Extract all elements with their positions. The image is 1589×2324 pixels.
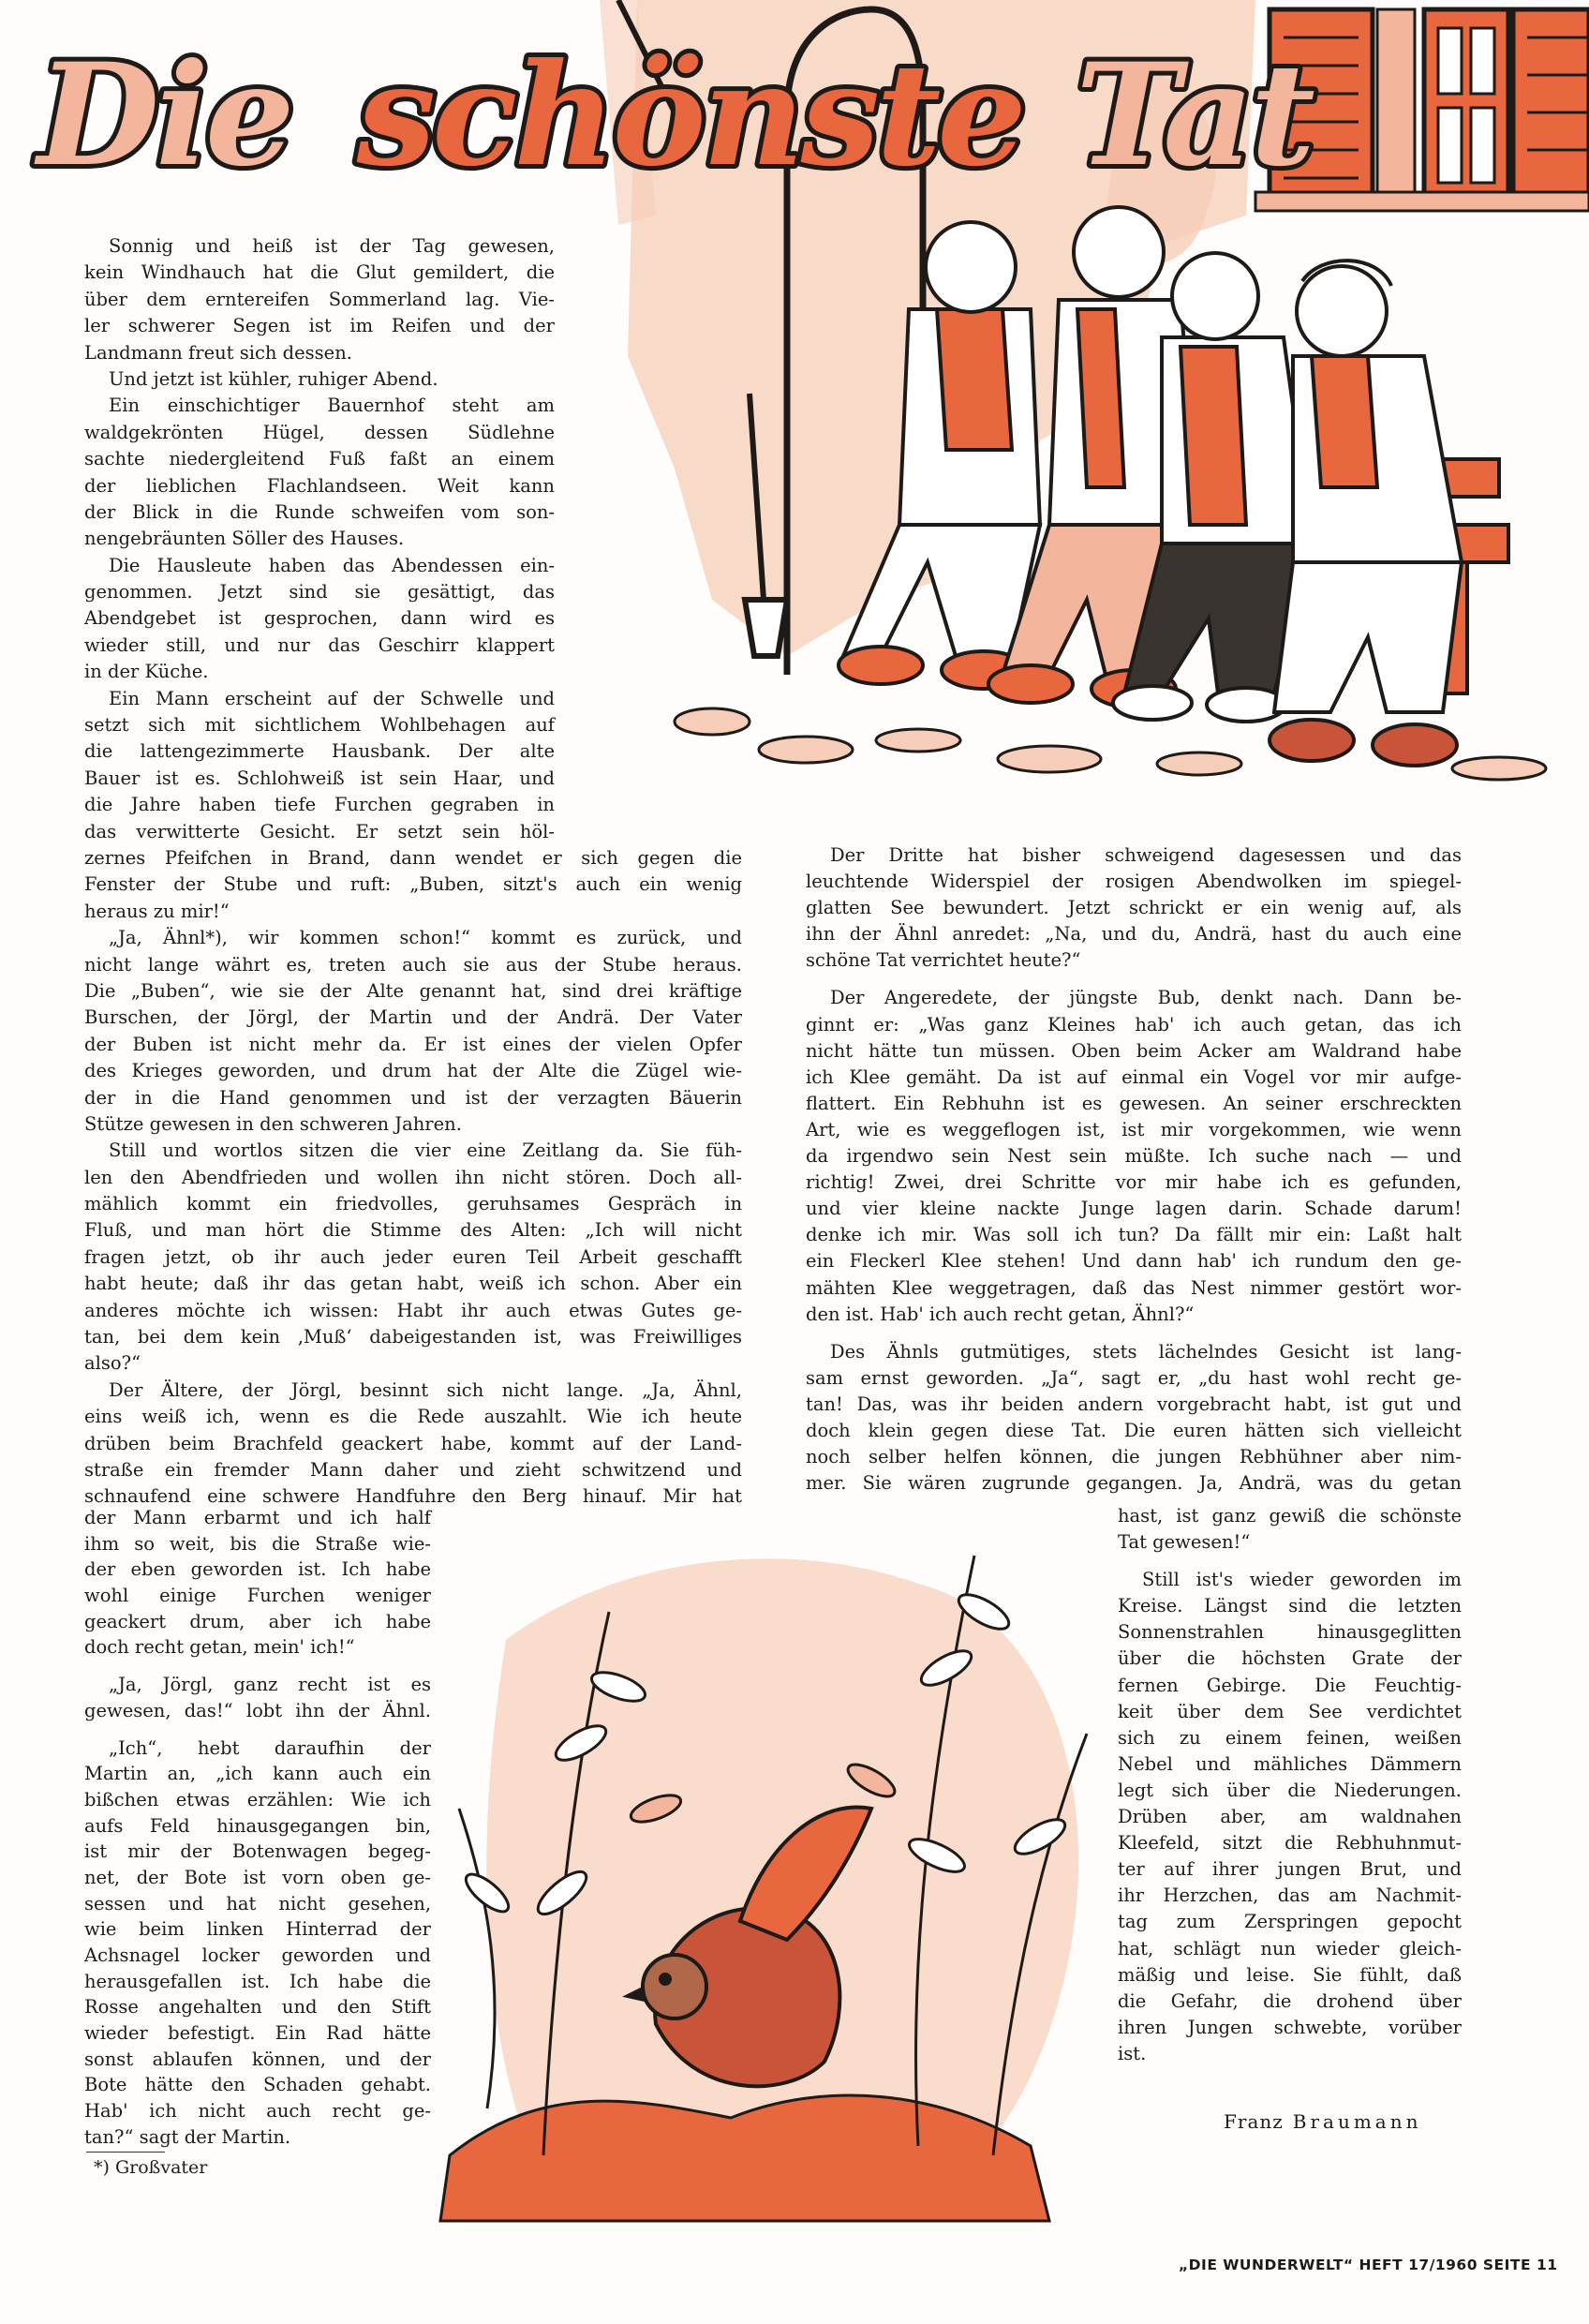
text-column-right-wide xyxy=(806,842,1462,1497)
text-line: nicht hätte tun müssen. Oben beim Acker am Waldrand habe xyxy=(806,1039,1462,1062)
text-line: der Buben ist nicht mehr da. Er ist eines der vielen Opfer xyxy=(84,1033,742,1055)
author-family-name: Braumann xyxy=(1292,2110,1422,2133)
text-line: Die „Buben“, wie sie der Alte genannt hat, sind drei kräftige xyxy=(84,979,742,1002)
text-line: das verwitterte Gesicht. Er setzt sein höl- xyxy=(84,820,555,842)
text-line: Ein einschichtiger Bauernhof steht am xyxy=(109,395,555,417)
ground xyxy=(440,2095,1049,2221)
text-line: sonst ablaufen können, und der xyxy=(84,2048,431,2070)
text-line: denke ich mir. Was soll ich tun? Da fällt mir ein: Laßt halt xyxy=(806,1224,1462,1246)
text-line: Drüben aber, am waldnahen xyxy=(1118,1806,1462,1828)
text-line: schnaufend eine schwere Handfuhre den Berg hinauf. Mir hat xyxy=(84,1485,742,1508)
text-line: straße ein fremder Mann daher und zieht schwitzend und xyxy=(84,1458,742,1481)
footnote: *) Großvater xyxy=(94,2157,208,2178)
text-line: ter auf ihrer jungen Brut, und xyxy=(1118,1858,1462,1881)
text-line: Still ist's wieder geworden im xyxy=(1142,1569,1462,1591)
text-line: wie beim linken Hinterrad der xyxy=(84,1918,431,1941)
text-line: Burschen, der Jörgl, der Martin und der Andrä. Der Vater xyxy=(84,1006,742,1029)
text-line: hat, schlägt nun wieder gleich- xyxy=(1118,1937,1462,1959)
text-line: Kleefeld, sitzt die Rebhuhnmut- xyxy=(1118,1832,1462,1855)
text-line: „Ja, Ähnl*), wir kommen schon!“ kommt es zurück, und xyxy=(109,927,742,949)
text-line: Des Ähnls gutmütiges, stets lächelndes Gesicht ist lang- xyxy=(830,1340,1462,1363)
text-line: wieder still, und nur das Geschirr klappert xyxy=(84,633,555,656)
text-line: doch klein gegen diese Tat. Die euren hätten sich vielleicht xyxy=(806,1419,1462,1441)
title-word-schoenste: schönste xyxy=(356,33,1023,198)
text-line: über dem erntereifen Sommerland lag. Vie- xyxy=(84,288,555,310)
text-line: mer. Sie wären zugrunde gegangen. Ja, Andrä, was du getan xyxy=(806,1472,1462,1495)
text-line: der eben geworden ist. Ich habe xyxy=(84,1558,431,1581)
partridge-nest-illustration xyxy=(431,1499,1124,2230)
text-line: heraus zu mir!“ xyxy=(84,900,230,922)
paragraph xyxy=(84,1505,431,1661)
text-line: richtig! Zwei, drei Schritte vor mir habe ich es gefunden, xyxy=(806,1171,1462,1194)
text-line: der lieblichen Flachlandseen. Weit kann xyxy=(84,474,555,497)
text-line: Die Hausleute haben das Abendessen ein- xyxy=(109,554,555,576)
article-title xyxy=(0,0,1312,216)
text-line: über die höchsten Grate der xyxy=(1118,1647,1462,1670)
footnote-divider xyxy=(86,2152,165,2153)
paragraph xyxy=(84,366,555,393)
text-line: Rosse angehalten und den Stift xyxy=(84,1996,431,2019)
text-line: Achsnagel locker geworden und xyxy=(84,1944,431,1966)
text-line: sam ernst geworden. „Ja“, sagt er, „du hast wohl recht ge- xyxy=(806,1366,1462,1389)
text-line: len den Abendfrieden und wollen ihn nicht stören. Doch all- xyxy=(84,1166,742,1188)
text-line: keit über dem See verdichtet xyxy=(1118,1700,1462,1722)
text-column-left-narrow xyxy=(84,1505,431,2151)
text-line: ist. xyxy=(1118,2042,1147,2064)
text-line: Still und wortlos sitzen die vier eine Zeitlang da. Sie füh- xyxy=(109,1140,742,1162)
text-column-right-narrow xyxy=(1118,1503,1462,2067)
text-line: fragen jetzt, ob ihr auch jeder euren Teil Arbeit geschafft xyxy=(84,1245,742,1268)
text-line: Sonnig und heiß ist der Tag gewesen, xyxy=(109,235,555,257)
text-line: habt heute; daß ihr das getan habt, weiß ich schon. Aber ein xyxy=(84,1273,742,1295)
paragraph xyxy=(806,1339,1462,1497)
text-line: flattert. Ein Rebhuhn ist es gewesen. An seiner erschreckten xyxy=(806,1092,1462,1114)
text-line: net, der Bote ist vorn oben ge- xyxy=(84,1866,431,1888)
text-line: und vier kleine nackte Junge lagen darin. Schade darum! xyxy=(806,1198,1462,1220)
text-line: ginnt er: „Was ganz Kleines hab' ich auch getan, das ich xyxy=(806,1013,1462,1035)
text-line: sich zu einem feinen, weißen xyxy=(1118,1726,1462,1749)
text-line: anderes möchte ich wissen: Habt ihr auch etwas Gutes ge- xyxy=(84,1299,742,1321)
text-line: Art, wie es weggeflogen ist, ist mir vorgekommen, wie wenn xyxy=(806,1118,1462,1140)
text-line: herausgefallen ist. Ich habe die xyxy=(84,1970,431,1992)
text-line: ihn der Ähnl anredet: „Na, und du, Andrä, hast du auch eine xyxy=(806,923,1462,946)
text-line: der Mann erbarmt und ich half xyxy=(84,1507,431,1528)
text-line: der in die Hand genommen und ist der verzagten Bäuerin xyxy=(84,1086,742,1109)
title-word-tat: Tat xyxy=(1076,33,1312,198)
text-line: Abendgebet ist gesprochen, dann wird es xyxy=(84,607,555,630)
text-line: Fenster der Stube und ruft: „Buben, sitzt's auch ein wenig xyxy=(84,873,742,896)
text-line: „Ich“, hebt daraufhin der xyxy=(109,1736,431,1759)
text-line: drüben beim Brachfeld geackert habe, kommt auf der Land- xyxy=(84,1432,742,1454)
text-line: die Jahre haben tiefe Furchen gegraben in xyxy=(84,794,555,816)
text-line: tag zum Zerspringen gepocht xyxy=(1118,1911,1462,1933)
text-line: sessen und hat nicht gesehen, xyxy=(84,1892,431,1914)
text-line: Tat gewesen!“ xyxy=(1118,1531,1251,1554)
text-line: hast, ist ganz gewiß die schönste xyxy=(1118,1505,1462,1527)
text-line: leuchtende Widerspiel der rosigen Abendwolken im spiegel- xyxy=(806,871,1462,893)
text-line: Stütze gewesen in den schweren Jahren. xyxy=(84,1112,462,1135)
text-line: Landmann freut sich dessen. xyxy=(84,341,352,364)
svg-text:Die schönste Tat xyxy=(34,33,1314,198)
text-line: Nebel und mähliches Dämmern xyxy=(1118,1752,1462,1775)
text-line: genommen. Jetzt sind sie gesättigt, das xyxy=(84,581,555,603)
text-line: Der Angeredete, der jüngste Bub, denkt nach. Dann be- xyxy=(830,987,1462,1009)
text-line: Kreise. Längst sind die letzten xyxy=(1118,1595,1462,1617)
text-line: wieder befestigt. Ein Rad hätte xyxy=(84,2022,431,2045)
text-line: geackert drum, aber ich habe xyxy=(84,1610,431,1632)
text-line: mähten Klee weggetragen, daß das Nest nimmer gestört wor- xyxy=(806,1276,1462,1299)
text-line: in der Küche. xyxy=(84,661,209,683)
text-line: Ein Mann erscheint auf der Schwelle und xyxy=(109,687,555,709)
author-given-name: Franz xyxy=(1224,2110,1284,2133)
text-line: fernen Gebirge. Die Feuchtig- xyxy=(1118,1674,1462,1696)
text-line: des Krieges geworden, und drum hat der Alte die Zügel wie- xyxy=(84,1060,742,1082)
text-line: Und jetzt ist kühler, ruhiger Abend. xyxy=(109,367,438,390)
text-line: tan, bei dem kein ‚Muß‘ dabeigestanden ist, was Freiwilliges xyxy=(84,1326,742,1348)
paragraph xyxy=(84,845,742,925)
text-line: also?“ xyxy=(84,1352,141,1375)
text-line: glatten See bewundert. Jetzt schrickt er ein wenig auf, als xyxy=(806,897,1462,919)
text-line: ihren Jungen schwebte, vorüber xyxy=(1118,2016,1462,2038)
text-line: schöne Tat verrichtet heute?“ xyxy=(806,949,1081,972)
text-line: den ist. Hab' ich auch recht getan, Ähnl?“ xyxy=(806,1303,1195,1325)
title-word-die: Die xyxy=(37,33,291,198)
text-line: Fluß, und man hört die Stimme des Alten: „Ich will nicht xyxy=(84,1219,742,1242)
text-line: aufs Feld hinausgegangen bin, xyxy=(84,1814,431,1837)
text-line: mählich kommt ein friedvolles, geruhsames Gespräch in xyxy=(84,1193,742,1215)
text-line: sachte niedergleitend Fuß faßt an einem xyxy=(84,448,555,470)
author-byline xyxy=(1224,2110,1422,2133)
text-line: noch selber helfen können, die jungen Rebhühner aber nim- xyxy=(806,1446,1462,1468)
paragraph xyxy=(84,233,555,366)
text-column-left-wide xyxy=(84,845,742,1511)
paragraph xyxy=(806,842,1462,974)
text-line: mäßig und leise. Sie fühlt, daß xyxy=(1118,1963,1462,1986)
text-line: setzt sich mit sichtlichem Wohlbehagen auf xyxy=(84,714,555,737)
text-line: „Ja, Jörgl, ganz recht ist es xyxy=(109,1674,431,1696)
text-line: ist mir der Botenwagen begeg- xyxy=(84,1840,431,1863)
text-line: ihr Herzchen, das am Nachmit- xyxy=(1118,1885,1462,1907)
text-line: nengebräunten Söller des Hauses. xyxy=(84,528,405,550)
paragraph xyxy=(84,553,555,686)
text-line: Martin an, „ich kann auch ein xyxy=(84,1763,431,1785)
text-line: waldgekrönten Hügel, dessen Südlehne xyxy=(84,421,555,443)
paragraph xyxy=(84,1736,431,2151)
text-line: tan?“ sagt der Martin. xyxy=(84,2125,291,2148)
paragraph xyxy=(84,1672,431,1723)
paragraph xyxy=(84,1378,742,1511)
text-line: ich Klee gemäht. Da ist auf einmal ein Vogel vor mir aufge- xyxy=(806,1065,1462,1088)
text-line: da irgendwo sein Nest sein müßte. Ich suche nach — und xyxy=(806,1145,1462,1168)
text-line: Hab' ich nicht auch recht ge- xyxy=(84,2100,431,2123)
paragraph xyxy=(84,925,742,1138)
text-line: Sonnenstrahlen hinausgeglitten xyxy=(1118,1621,1462,1644)
text-line: doch recht getan, mein' ich!“ xyxy=(84,1636,355,1659)
text-line: gewesen, das!“ lobt ihn der Ähnl. xyxy=(84,1699,431,1721)
text-line: Der Ältere, der Jörgl, besinnt sich nicht lange. „Ja, Ähnl, xyxy=(109,1378,742,1401)
boy-figures xyxy=(839,207,1462,766)
text-line: ihm so weit, bis die Straße wie- xyxy=(84,1532,431,1555)
paragraph xyxy=(806,985,1462,1327)
text-line: die lattengezimmerte Hausbank. Der alte xyxy=(84,740,555,763)
paragraph xyxy=(1118,1503,1462,1556)
paragraph xyxy=(84,393,555,552)
text-line: der Blick in die Runde schweifen vom son- xyxy=(84,500,555,523)
text-line: bißchen etwas erzählen: Wie ich xyxy=(84,1788,431,1810)
page-footer: „DIE WUNDERWELT“ HEFT 17/1960 SEITE 11 xyxy=(1179,2257,1558,2273)
text-line: ein Fleckerl Klee stehen! Und dann hab' ich rundum den ge- xyxy=(806,1250,1462,1273)
text-line: eins weiß ich, wenn es die Rede auszahlt. Wie ich heute xyxy=(84,1406,742,1428)
text-line: zernes Pfeifchen in Brand, dann wendet er sich gegen die xyxy=(84,847,742,869)
text-line: ler schwerer Segen ist im Reifen und der xyxy=(84,315,555,337)
text-line: wohl einige Furchen weniger xyxy=(84,1585,431,1607)
text-line: tan! Das, was ihr beiden andern vorgebracht habt, ist gut und xyxy=(806,1393,1462,1415)
text-line: nicht lange währt es, treten auch sie aus der Stube heraus. xyxy=(84,953,742,976)
paragraph xyxy=(84,686,555,845)
paragraph xyxy=(84,1138,742,1378)
text-line: Bauer ist es. Schlohweiß ist sein Haar, und xyxy=(84,767,555,789)
paragraph xyxy=(1118,1567,1462,2067)
text-line: Der Dritte hat bisher schweigend dagesessen und das xyxy=(830,844,1462,866)
text-line: die Gefahr, die drohend über xyxy=(1118,1989,1462,2012)
text-line: Bote hätte den Schaden gehabt. xyxy=(84,2074,431,2096)
text-column-left-top xyxy=(84,233,555,845)
text-line: kein Windhauch hat die Glut gemildert, die xyxy=(84,261,555,284)
text-line: legt sich über die Niederungen. xyxy=(1118,1779,1462,1801)
